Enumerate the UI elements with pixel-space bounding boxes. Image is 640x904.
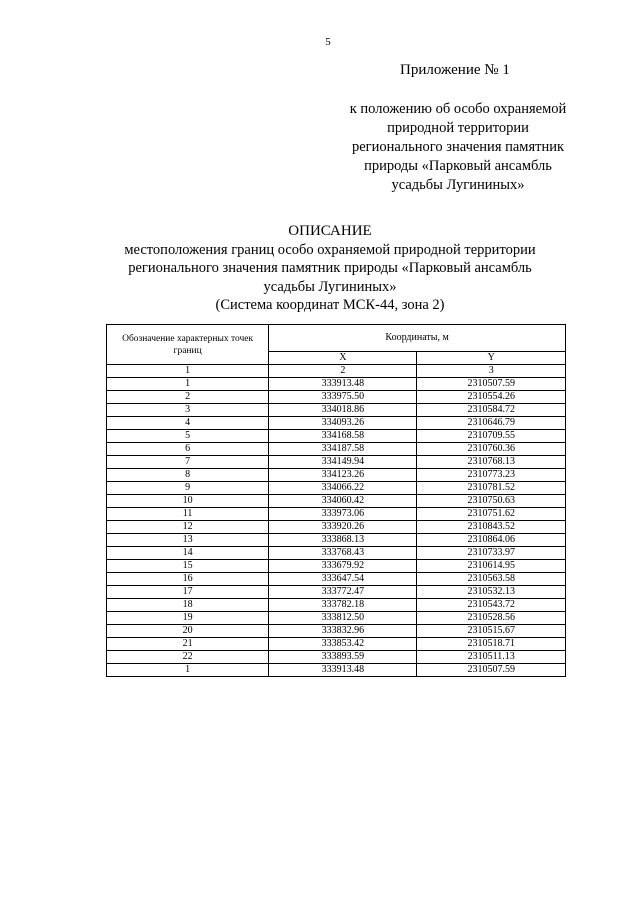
point-cell: 21 [107, 638, 269, 651]
x-cell: 333679.92 [269, 560, 417, 573]
x-cell: 333782.18 [269, 599, 417, 612]
point-cell: 20 [107, 625, 269, 638]
table-row [107, 664, 566, 677]
x-cell: 333913.48 [269, 664, 417, 677]
x-cell: 334149.94 [269, 456, 417, 469]
y-cell: 2310518.71 [417, 638, 566, 651]
point-cell: 17 [107, 586, 269, 599]
appendix-subtitle [330, 100, 586, 195]
table-row [107, 430, 566, 443]
x-cell: 334093.26 [269, 417, 417, 430]
point-cell: 22 [107, 651, 269, 664]
y-cell: 2310864.06 [417, 534, 566, 547]
table-row [107, 521, 566, 534]
table-row [107, 547, 566, 560]
table-body [107, 378, 566, 677]
y-cell: 2310543.72 [417, 599, 566, 612]
description-line: усадьбы Лугининых» [263, 278, 397, 295]
point-cell: 16 [107, 573, 269, 586]
description-line: регионального значения памятник природы «Парковый ансамбль [128, 260, 532, 276]
table-row [107, 612, 566, 625]
y-cell: 2310751.62 [417, 508, 566, 521]
y-cell: 2310507.59 [417, 664, 566, 677]
table-row [107, 573, 566, 586]
x-cell: 333768.43 [269, 547, 417, 560]
point-cell: 14 [107, 547, 269, 560]
table-row [107, 495, 566, 508]
header-x: X [269, 352, 417, 365]
point-cell: 1 [107, 378, 269, 391]
point-cell: 19 [107, 612, 269, 625]
header-coordinates: Координаты, м [269, 325, 566, 352]
y-cell: 2310584.72 [417, 404, 566, 417]
appendix-subtitle-line: усадьбы Лугининых» [391, 177, 525, 193]
point-cell: 5 [107, 430, 269, 443]
coordinate-system-line: (Система координат МСК-44, зона 2) [215, 297, 445, 313]
y-cell: 2310554.26 [417, 391, 566, 404]
point-cell: 10 [107, 495, 269, 508]
table-row [107, 443, 566, 456]
appendix-subtitle-line: к положению об особо охраняемой [349, 101, 567, 117]
point-cell: 9 [107, 482, 269, 495]
y-cell: 2310781.52 [417, 482, 566, 495]
x-cell: 334066.22 [269, 482, 417, 495]
y-cell: 2310532.13 [417, 586, 566, 599]
table-row [107, 638, 566, 651]
column-index-cell: 1 [107, 365, 269, 378]
y-cell: 2310563.58 [417, 573, 566, 586]
description-block [100, 222, 560, 315]
y-cell: 2310733.97 [417, 547, 566, 560]
x-cell: 334123.26 [269, 469, 417, 482]
x-cell: 334018.86 [269, 404, 417, 417]
y-cell: 2310750.63 [417, 495, 566, 508]
y-cell: 2310511.13 [417, 651, 566, 664]
table-row [107, 599, 566, 612]
point-cell: 7 [107, 456, 269, 469]
x-cell: 333913.48 [269, 378, 417, 391]
column-index-cell: 2 [269, 365, 417, 378]
x-cell: 333893.59 [269, 651, 417, 664]
y-cell: 2310709.55 [417, 430, 566, 443]
point-cell: 15 [107, 560, 269, 573]
x-cell: 333647.54 [269, 573, 417, 586]
y-cell: 2310528.56 [417, 612, 566, 625]
description-line: местоположения границ особо охраняемой природной территории [124, 241, 536, 258]
header-point-designation: Обозначение характерных точек границ [107, 325, 269, 365]
y-cell: 2310646.79 [417, 417, 566, 430]
table-row [107, 534, 566, 547]
header-y: Y [417, 352, 566, 365]
y-cell: 2310515.67 [417, 625, 566, 638]
x-cell: 333920.26 [269, 521, 417, 534]
table-row [107, 482, 566, 495]
y-cell: 2310768.13 [417, 456, 566, 469]
table-row [107, 508, 566, 521]
x-cell: 333812.50 [269, 612, 417, 625]
x-cell: 333853.42 [269, 638, 417, 651]
point-cell: 13 [107, 534, 269, 547]
x-cell: 333973.06 [269, 508, 417, 521]
point-cell: 2 [107, 391, 269, 404]
point-cell: 18 [107, 599, 269, 612]
point-cell: 1 [107, 664, 269, 677]
table-row [107, 391, 566, 404]
point-cell: 8 [107, 469, 269, 482]
x-cell: 334187.58 [269, 443, 417, 456]
table-row [107, 625, 566, 638]
point-cell: 3 [107, 404, 269, 417]
table-row [107, 651, 566, 664]
description-heading: ОПИСАНИЕ [288, 223, 372, 239]
table-row [107, 586, 566, 599]
appendix-subtitle-line: природы «Парковый ансамбль [364, 158, 552, 174]
x-cell: 333975.50 [269, 391, 417, 404]
appendix-subtitle-line: природной территории [387, 120, 529, 136]
table-row [107, 378, 566, 391]
x-cell: 333832.96 [269, 625, 417, 638]
point-cell: 4 [107, 417, 269, 430]
page-number: 5 [325, 36, 331, 48]
point-cell: 6 [107, 443, 269, 456]
point-cell: 11 [107, 508, 269, 521]
coordinates-table [106, 324, 566, 677]
y-cell: 2310843.52 [417, 521, 566, 534]
y-cell: 2310760.36 [417, 443, 566, 456]
y-cell: 2310507.59 [417, 378, 566, 391]
y-cell: 2310614.95 [417, 560, 566, 573]
column-index-cell: 3 [417, 365, 566, 378]
x-cell: 334060.42 [269, 495, 417, 508]
table-row [107, 560, 566, 573]
point-cell: 12 [107, 521, 269, 534]
appendix-subtitle-line: регионального значения памятник [351, 139, 565, 155]
x-cell: 333772.47 [269, 586, 417, 599]
appendix-label: Приложение № 1 [400, 62, 510, 78]
table-row [107, 469, 566, 482]
x-cell: 334168.58 [269, 430, 417, 443]
table-row [107, 417, 566, 430]
table-row [107, 404, 566, 417]
x-cell: 333868.13 [269, 534, 417, 547]
y-cell: 2310773.23 [417, 469, 566, 482]
table-row [107, 456, 566, 469]
